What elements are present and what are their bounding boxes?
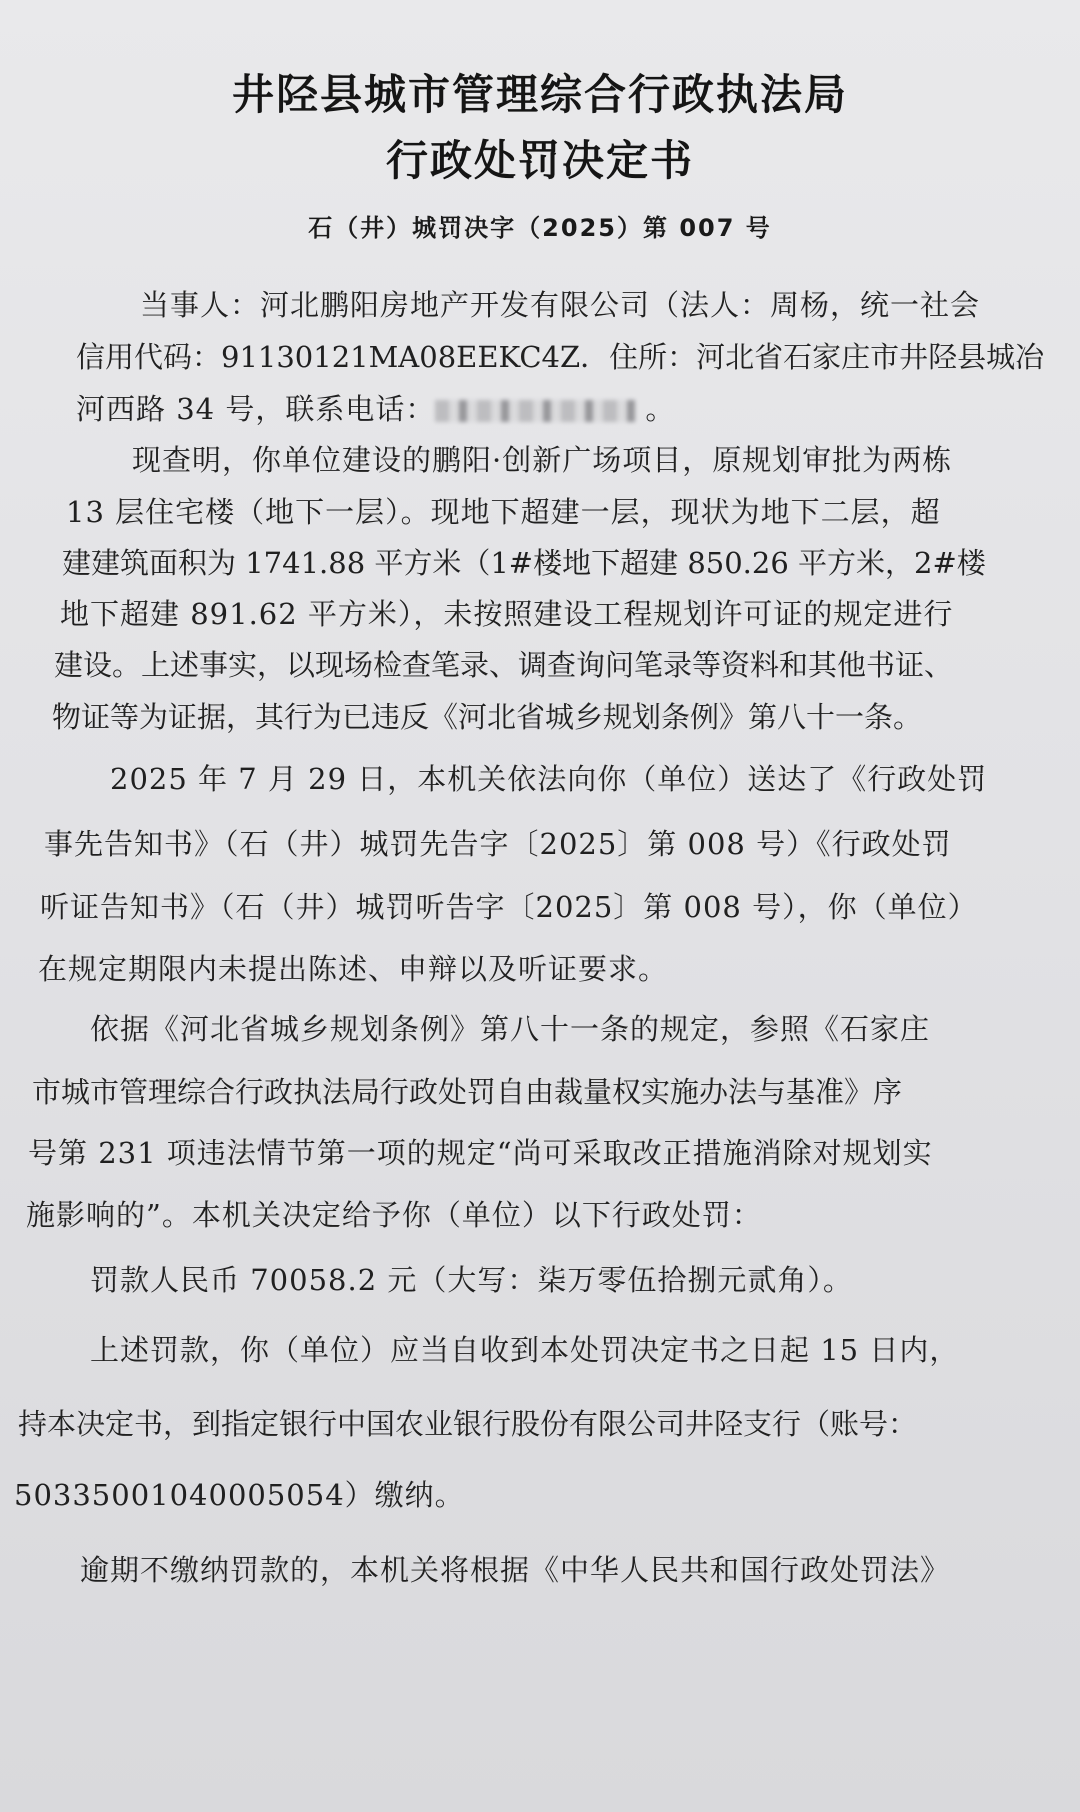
payment-line-2: 持本决定书，到指定银行中国农业银行股份有限公司井陉支行（账号： [18,1407,918,1441]
payment-line-1: 上述罚款，你（单位）应当自收到本处罚决定书之日起 15 日内， [90,1333,960,1367]
notice-line-2: 事先告知书》（石（井）城罚先告字〔2025〕第 008 号）《行政处罚 [44,827,952,861]
basis-line-4: 施影响的”。本机关决定给予你（单位）以下行政处罚： [26,1198,762,1232]
party-line-2: 信用代码：91130121MA08EEKC4Z．住所：河北省石家庄市井陉县城冶 [76,340,1045,374]
fine-amount-line: 罚款人民币 70058.2 元（大写：柒万零伍拾捌元贰角）。 [90,1263,853,1297]
party-address-phone-label: 河西路 34 号，联系电话： [76,392,436,426]
notice-line-4: 在规定期限内未提出陈述、申辩以及听证要求。 [38,952,669,986]
basis-line-3: 号第 231 项违法情节第一项的规定“尚可采取改正措施消除对规划实 [28,1136,933,1170]
document-title-line2: 行政处罚决定书 [385,136,694,185]
payment-line-3: 50335001040005054）缴纳。 [14,1478,465,1512]
notice-line-1: 2025 年 7 月 29 日，本机关依法向你（单位）送达了《行政处罚 [110,762,988,796]
facts-line-4: 地下超建 891.62 平方米），未按照建设工程规划许可证的规定进行 [60,597,954,631]
redacted-phone-number [435,400,635,422]
notice-line-3: 听证告知书》（石（井）城罚听告字〔2025〕第 008 号），你（单位） [40,890,978,924]
basis-line-2: 市城市管理综合行政执法局行政处罚自由裁量权实施办法与基准》序 [32,1075,903,1109]
facts-line-6: 物证等为证据，其行为已违反《河北省城乡规划条例》第八十一条。 [52,700,923,734]
facts-line-5: 建设。上述事实，以现场检查笔录、调查询问笔录等资料和其他书证、 [54,648,954,682]
facts-line-1: 现查明，你单位建设的鹏阳·创新广场项目，原规划审批为两栋 [132,443,953,477]
overdue-line-1: 逾期不缴纳罚款的，本机关将根据《中华人民共和国行政处罚法》 [80,1553,951,1587]
party-line-3 [76,387,675,428]
party-line-1: 当事人：河北鹏阳房地产开发有限公司（法人：周杨，统一社会 [140,288,981,322]
facts-line-3: 建建筑面积为 1741.88 平方米（1#楼地下超建 850.26 平方米，2#楼 [62,546,986,580]
document-title-line1: 井陉县城市管理综合行政执法局 [231,70,848,119]
basis-line-1: 依据《河北省城乡规划条例》第八十一条的规定，参照《石家庄 [90,1012,931,1046]
party-line-3-end: 。 [645,392,676,426]
facts-line-2: 13 层住宅楼（地下一层）。现地下超建一层，现状为地下二层，超 [66,495,941,529]
document-number: 石（井）城罚决字（2025）第 007 号 [308,214,772,242]
